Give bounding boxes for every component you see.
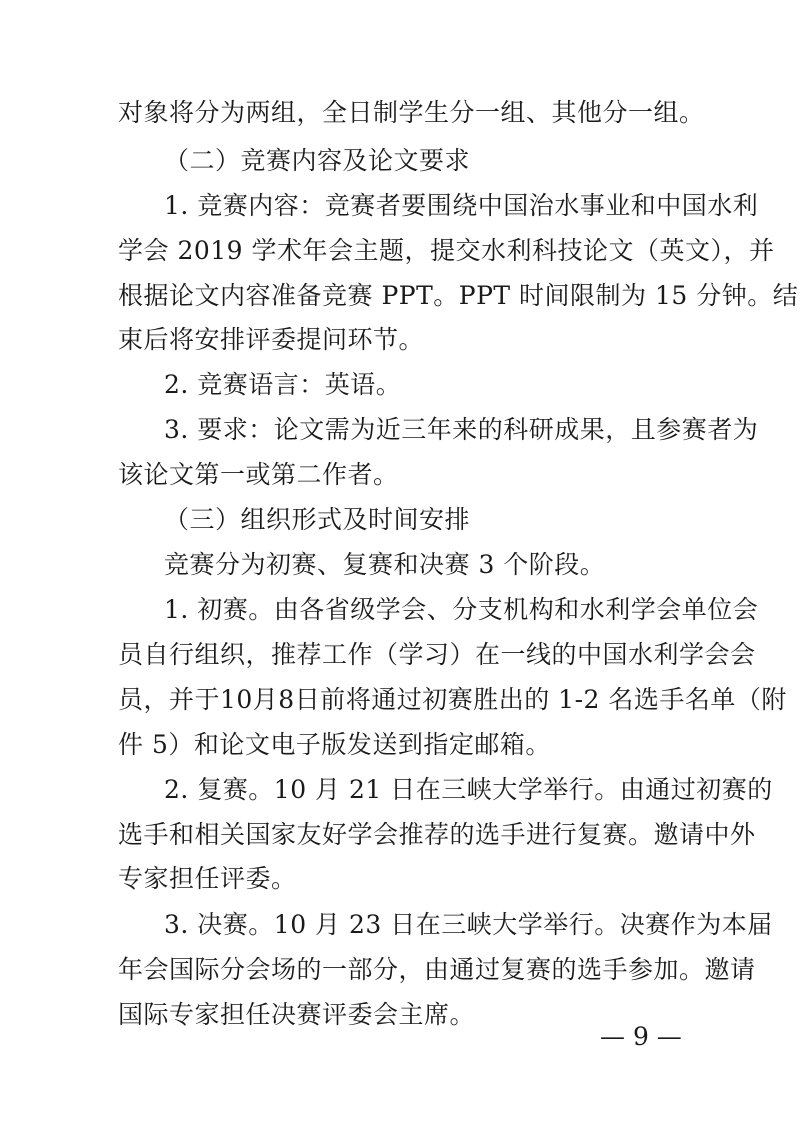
text-line-5: 根据论文内容准备竞赛 PPT。PPT 时间限制为 15 分钟。结 [118, 281, 799, 310]
section-heading-3: （三）组织形式及时间安排 [164, 505, 471, 534]
text-line-7: 2. 竞赛语言：英语。 [164, 370, 402, 399]
text-line-6: 束后将安排评委提问环节。 [118, 325, 425, 354]
text-line-9: 该论文第一或第二作者。 [118, 460, 399, 489]
page-number: — 9 — [600, 1022, 682, 1051]
text-line-14: 员，并于10月8日前将通过初赛胜出的 1-2 名选手名单（附 [118, 685, 787, 714]
text-line-21: 国际专家担任决赛评委会主席。 [118, 1000, 476, 1029]
text-line-17: 选手和相关国家友好学会推荐的选手进行复赛。邀请中外 [118, 820, 756, 849]
section-heading-2: （二）竞赛内容及论文要求 [164, 146, 471, 175]
text-line-16: 2. 复赛。10 月 21 日在三峡大学举行。由通过初赛的 [164, 775, 773, 804]
text-line-13: 员自行组织，推荐工作（学习）在一线的中国水利学会会 [118, 640, 756, 669]
text-line-12: 1. 初赛。由各省级学会、分支机构和水利学会单位会 [164, 595, 759, 624]
text-line-20: 年会国际分会场的一部分，由通过复赛的选手参加。邀请 [118, 955, 756, 984]
text-line-8: 3. 要求：论文需为近三年来的科研成果，且参赛者为 [164, 415, 759, 444]
text-line-3: 1. 竞赛内容：竞赛者要围绕中国治水事业和中国水利 [164, 191, 759, 220]
text-line-1: 对象将分为两组，全日制学生分一组、其他分一组。 [118, 98, 705, 127]
text-line-15: 件 5）和论文电子版发送到指定邮箱。 [118, 730, 551, 759]
text-line-4: 学会 2019 学术年会主题，提交水利科技论文（英文），并 [118, 236, 775, 265]
text-line-19: 3. 决赛。10 月 23 日在三峡大学举行。决赛作为本届 [164, 910, 773, 939]
text-line-11: 竞赛分为初赛、复赛和决赛 3 个阶段。 [164, 550, 606, 579]
text-line-18: 专家担任评委。 [118, 864, 297, 893]
